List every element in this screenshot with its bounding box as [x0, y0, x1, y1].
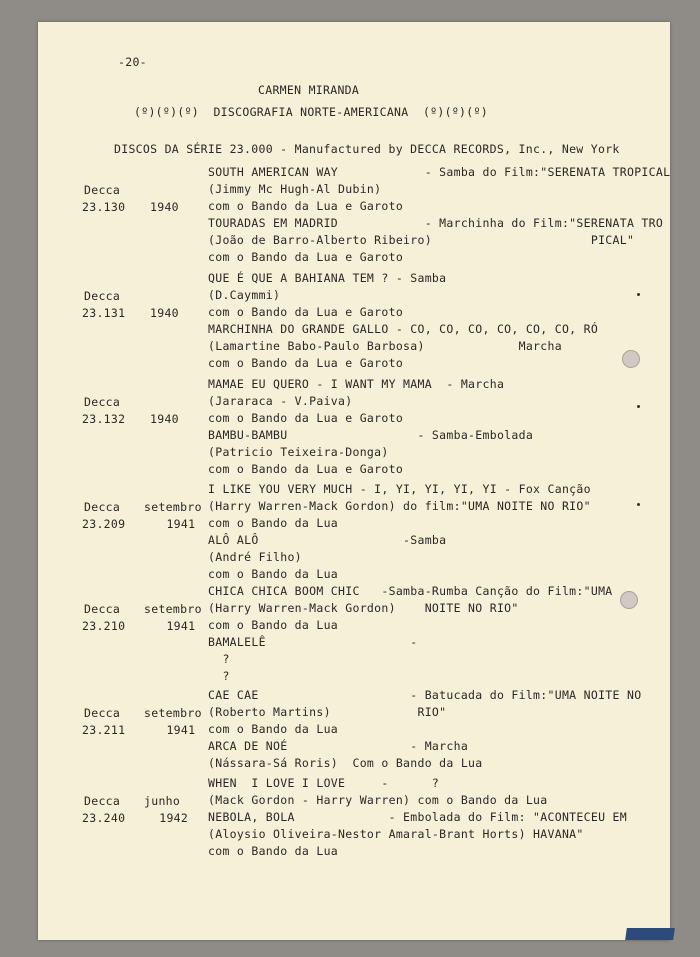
page-number: -20-	[118, 55, 147, 69]
record-line: (Aloysio Oliveira-Nestor Amaral-Brant Horts) HAVANA"	[208, 827, 584, 841]
record-line: (Jararaca - V.Paiva)	[208, 394, 353, 408]
record-date: 1940	[150, 200, 179, 214]
artist-title: CARMEN MIRANDA	[258, 83, 360, 97]
record-line: com o Bando da Lua	[208, 516, 339, 530]
record-date: 1940	[150, 306, 179, 320]
record-line: (André Filho)	[208, 550, 302, 564]
record-line: (João de Barro-Alberto Ribeiro) PICAL"	[208, 233, 635, 247]
record-line: MARCHINHA DO GRANDE GALLO - CO, CO, CO, CO, CO, CO, RÓ	[208, 322, 599, 336]
record-catalog-number: 23.240	[82, 811, 126, 825]
record-line: (Harry Warren-Mack Gordon) NOITE NO RIO"	[208, 601, 519, 615]
record-label: Decca	[84, 395, 121, 409]
record-date: setembro	[144, 500, 202, 514]
record-label: Decca	[84, 794, 121, 808]
record-line: ARCA DE NOÉ - Marcha	[208, 739, 469, 753]
record-line: (Nássara-Sá Roris) Com o Bando da Lua	[208, 756, 483, 770]
record-line: QUE É QUE A BAHIANA TEM ? - Samba	[208, 271, 447, 285]
series-line: DISCOS DA SÉRIE 23.000 - Manufactured by DECCA RECORDS, Inc., New York	[114, 142, 620, 156]
paper-mark	[637, 503, 640, 506]
record-catalog-number: 23.131	[82, 306, 126, 320]
record-line: com o Bando da Lua e Garoto	[208, 356, 404, 370]
blue-page-edge	[625, 928, 675, 940]
record-catalog-number: 23.210	[82, 619, 126, 633]
record-line: WHEN I LOVE I LOVE - ?	[208, 776, 440, 790]
record-date: 1941	[152, 517, 196, 531]
record-line: com o Bando da Lua	[208, 567, 339, 581]
record-line: ?	[208, 669, 230, 683]
record-line: com o Bando da Lua e Garoto	[208, 250, 404, 264]
discography-title: (º)(º)(º) DISCOGRAFIA NORTE-AMERICANA (º)(º)(º)	[134, 105, 488, 119]
paper-mark	[637, 293, 640, 296]
record-line: I LIKE YOU VERY MUCH - I, YI, YI, YI, YI - Fox Canção	[208, 482, 591, 496]
record-line: NEBOLA, BOLA - Embolada do Film: "ACONTECEU EM	[208, 810, 627, 824]
record-line: BAMALELÊ -	[208, 635, 418, 649]
record-label: Decca	[84, 183, 121, 197]
record-line: SOUTH AMERICAN WAY - Samba do Film:"SERENATA TROPICAL	[208, 165, 671, 179]
record-line: (Jimmy Mc Hugh-Al Dubin)	[208, 182, 382, 196]
punch-hole	[622, 350, 640, 368]
record-catalog-number: 23.130	[82, 200, 126, 214]
record-line: com o Bando da Lua e Garoto	[208, 199, 404, 213]
record-date: 1942	[152, 811, 189, 825]
record-date: setembro	[144, 602, 202, 616]
paper-mark	[637, 405, 640, 408]
record-line: CAE CAE - Batucada do Film:"UMA NOITE NO	[208, 688, 642, 702]
record-label: Decca	[84, 602, 121, 616]
record-line: (Roberto Martins) RIO"	[208, 705, 447, 719]
record-line: ?	[208, 652, 230, 666]
record-line: MAMAE EU QUERO - I WANT MY MAMA - Marcha	[208, 377, 505, 391]
record-line: com o Bando da Lua e Garoto	[208, 462, 404, 476]
record-line: com o Bando da Lua e Garoto	[208, 305, 404, 319]
record-line: com o Bando da Lua	[208, 844, 339, 858]
record-label: Decca	[84, 500, 121, 514]
record-line: (Harry Warren-Mack Gordon) do film:"UMA NOITE NO RIO"	[208, 499, 591, 513]
record-line: CHICA CHICA BOOM CHIC -Samba-Rumba Canção do Film:"UMA	[208, 584, 613, 598]
record-catalog-number: 23.211	[82, 723, 126, 737]
record-date: 1941	[152, 723, 196, 737]
record-catalog-number: 23.132	[82, 412, 126, 426]
record-date: setembro	[144, 706, 202, 720]
record-date: 1941	[152, 619, 196, 633]
record-label: Decca	[84, 289, 121, 303]
record-date: junho	[144, 794, 181, 808]
punch-hole	[620, 591, 638, 609]
record-line: com o Bando da Lua	[208, 722, 339, 736]
record-line: com o Bando da Lua e Garoto	[208, 411, 404, 425]
record-line: BAMBU-BAMBU - Samba-Embolada	[208, 428, 534, 442]
record-line: (D.Caymmi)	[208, 288, 281, 302]
record-label: Decca	[84, 706, 121, 720]
record-line: (Mack Gordon - Harry Warren) com o Bando da Lua	[208, 793, 548, 807]
record-date: 1940	[150, 412, 179, 426]
record-line: com o Bando da Lua	[208, 618, 339, 632]
record-line: (Lamartine Babo-Paulo Barbosa) Marcha	[208, 339, 562, 353]
record-line: TOURADAS EM MADRID - Marchinha do Film:"SERENATA TRO	[208, 216, 664, 230]
record-line: (Patricio Teixeira-Donga)	[208, 445, 389, 459]
record-line: ALÔ ALÔ -Samba	[208, 533, 447, 547]
record-catalog-number: 23.209	[82, 517, 126, 531]
